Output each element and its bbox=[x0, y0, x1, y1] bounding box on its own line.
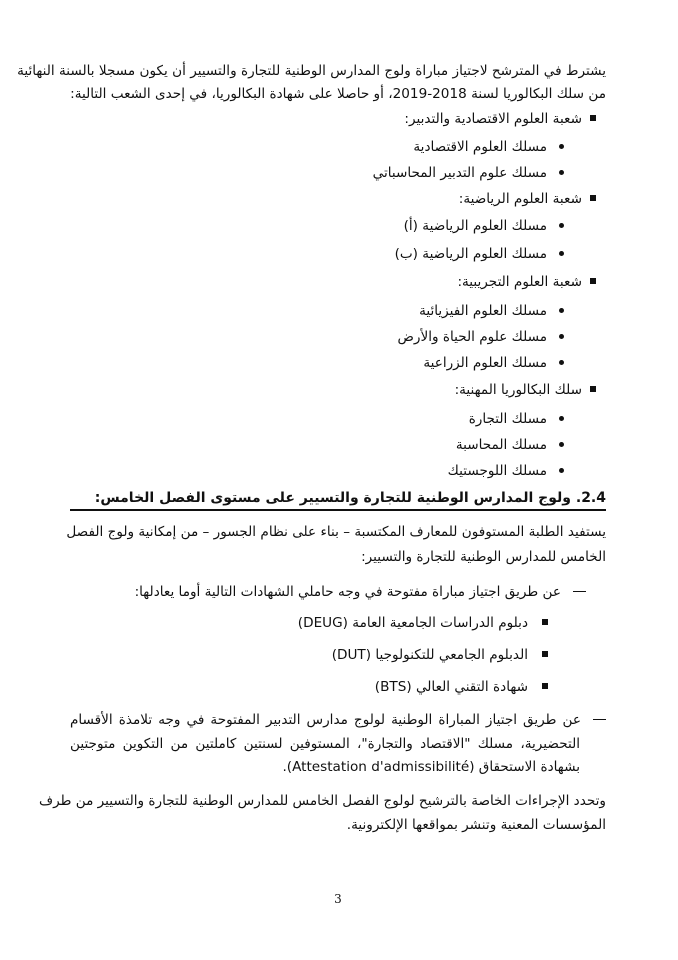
route-item: عن طريق اجتياز مباراة مفتوحة في وجه حاملي الشهادات التالية أوما يعادلها: bbox=[135, 582, 586, 602]
closing-line-1: وتحدد الإجراءات الخاصة بالترشيح لولوج الفصل الخامس للمدارس الوطنية للتجارة والتسيير من طرف bbox=[38, 793, 606, 809]
square-bullet-icon bbox=[590, 386, 596, 392]
square-bullet-icon bbox=[542, 619, 548, 625]
round-bullet-icon bbox=[559, 360, 564, 365]
square-bullet-icon bbox=[542, 683, 548, 689]
round-bullet-icon bbox=[559, 442, 564, 447]
heading-underline bbox=[70, 509, 606, 511]
route-continuation: بشهادة الاستحقاق (Attestation d'admissibilité). bbox=[282, 759, 580, 775]
round-bullet-icon bbox=[559, 223, 564, 228]
page-number: 3 bbox=[334, 892, 342, 906]
dash-bullet-icon bbox=[573, 591, 586, 592]
diploma-item: شهادة التقني العالي (BTS) bbox=[375, 677, 548, 697]
route-item: عن طريق اجتياز المباراة الوطنية لولوج مدارس التدبير المفتوحة في وجه تلامذة الأقسام bbox=[70, 710, 606, 730]
square-bullet-icon bbox=[590, 195, 596, 201]
track-item: مسلك العلوم الرياضية (ب) bbox=[395, 244, 564, 264]
track-item: مسلك علوم التدبير المحاسباتي bbox=[373, 163, 564, 183]
track-item: مسلك اللوجستيك bbox=[448, 461, 564, 481]
branch-title: شعبة العلوم الرياضية: bbox=[459, 189, 596, 209]
section-heading: 2.4. ولوج المدارس الوطنية للتجارة والتسيير على مستوى الفصل الخامس: bbox=[70, 488, 606, 510]
diploma-item: دبلوم الدراسات الجامعية العامة (DEUG) bbox=[298, 613, 548, 633]
branch-title: سلك البكالوريا المهنية: bbox=[455, 380, 596, 400]
track-item: مسلك المحاسبة bbox=[456, 435, 564, 455]
round-bullet-icon bbox=[559, 170, 564, 175]
track-item: مسلك التجارة bbox=[469, 409, 564, 429]
track-item: مسلك علوم الحياة والأرض bbox=[397, 327, 564, 347]
round-bullet-icon bbox=[559, 144, 564, 149]
square-bullet-icon bbox=[590, 115, 596, 121]
round-bullet-icon bbox=[559, 308, 564, 313]
track-item: مسلك العلوم الزراعية bbox=[423, 353, 564, 373]
branch-title: شعبة العلوم التجريبية: bbox=[457, 272, 596, 292]
section-paragraph-line-1: يستفيد الطلبة المستوفون للمعارف المكتسبة – بناء على نظام الجسور – من إمكانية ولوج الفصل bbox=[66, 524, 606, 540]
dash-bullet-icon bbox=[593, 719, 606, 720]
square-bullet-icon bbox=[542, 651, 548, 657]
track-item: مسلك العلوم الاقتصادية bbox=[413, 137, 564, 157]
route-continuation: التحضيرية، مسلك "الاقتصاد والتجارة"، المستوفين لسنتين كاملتين من التكوين متوجتين bbox=[70, 736, 580, 752]
track-item: مسلك العلوم الفيزيائية bbox=[419, 301, 564, 321]
round-bullet-icon bbox=[559, 251, 564, 256]
round-bullet-icon bbox=[559, 334, 564, 339]
diploma-item: الدبلوم الجامعي للتكنولوجيا (DUT) bbox=[332, 645, 548, 665]
track-item: مسلك العلوم الرياضية (أ) bbox=[404, 216, 564, 236]
closing-line-2: المؤسسات المعنية وتنشر بمواقعها الإلكترونية. bbox=[346, 817, 606, 833]
intro-line-1: يشترط في المترشح لاجتياز مباراة ولوج المدارس الوطنية للتجارة والتسيير أن يكون مسجلا بالسنة النهائية bbox=[17, 63, 606, 79]
section-paragraph-line-2: الخامس للمدارس الوطنية للتجارة والتسيير: bbox=[361, 549, 606, 565]
branch-title: شعبة العلوم الاقتصادية والتدبير: bbox=[404, 109, 596, 129]
document-page bbox=[17, 0, 606, 960]
square-bullet-icon bbox=[590, 278, 596, 284]
round-bullet-icon bbox=[559, 416, 564, 421]
round-bullet-icon bbox=[559, 468, 564, 473]
intro-line-2: من سلك البكالوريا لسنة 2018-2019، أو حاصلا على شهادة البكالوريا، في إحدى الشعب التالية: bbox=[70, 86, 606, 102]
